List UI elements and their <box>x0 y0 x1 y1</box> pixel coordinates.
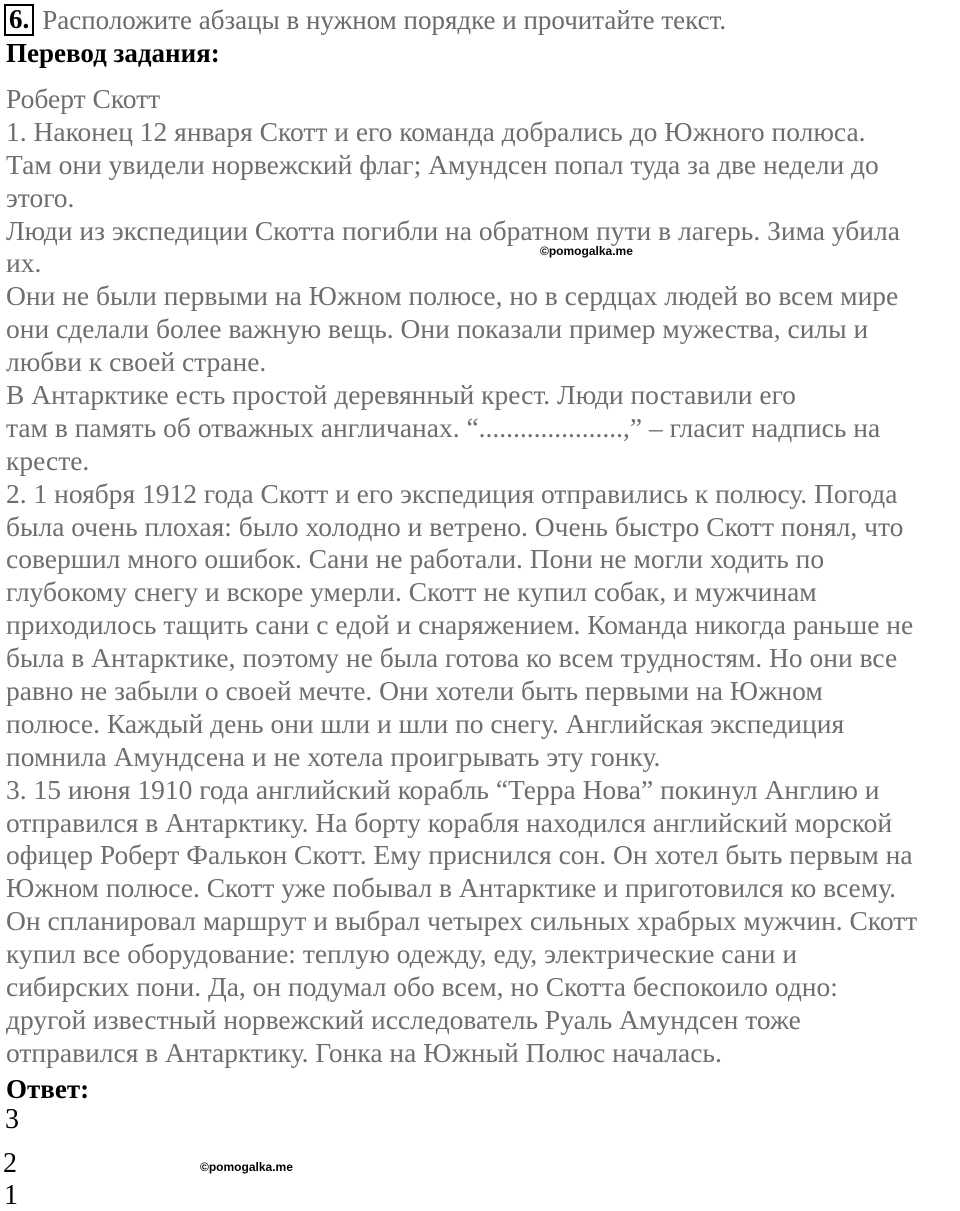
text-line: их. <box>6 247 42 279</box>
text-line: Он спланировал маршрут и выбрал четырех сильных храбрых мужчин. Скотт <box>6 905 918 937</box>
translated-text <box>6 83 958 1070</box>
text-line: была в Антарктике, поэтому не была готова ко всем трудностям. Но они все <box>6 642 898 674</box>
text-line: помнила Амундсена и не хотела проигрывать эту гонку. <box>6 740 661 772</box>
text-line: совершил много ошибок. Сани не работали. Пони не могли ходить по <box>6 543 825 575</box>
text-line: офицер Роберт Фалькон Скотт. Ему приснился сон. Он хотел быть первым на <box>6 839 913 871</box>
answer-heading: Ответ: <box>6 1074 90 1104</box>
text-line: 3. 15 июня 1910 года английский корабль “Терра Нова” покинул Англию и <box>6 773 880 805</box>
text-line: В Антарктике есть простой деревянный крест. Люди поставили его <box>6 379 796 411</box>
task-instruction: Расположите абзацы в нужном порядке и прочитайте текст. <box>42 4 727 35</box>
text-line: глубокому снегу и вскоре умерли. Скотт не купил собак, и мужчинам <box>6 576 817 608</box>
task-number: 6. <box>4 4 34 36</box>
text-line: Там они увидели норвежский флаг; Амундсен попал туда за две недели до <box>6 148 879 180</box>
text-line: сибирских пони. Да, он подумал обо всем, но Скотта беспокоило одно: <box>6 971 838 1003</box>
answer-item: 1 <box>4 1180 18 1211</box>
text-line: 1. Наконец 12 января Скотт и его команда добрались до Южного полюса. <box>6 115 866 147</box>
text-line: кресте. <box>6 444 90 476</box>
text-line: 2. 1 ноября 1912 года Скотт и его экспедиция отправились к полюсу. Погода <box>6 477 898 509</box>
text-line: там в память об отважных англичанах. “.....................,” – гласит надпись на <box>6 411 881 443</box>
text-line: Южном полюсе. Скотт уже побывал в Антарктике и приготовился ко всему. <box>6 872 896 904</box>
text-line: отправился в Антарктику. Гонка на Южный Полюс началась. <box>6 1036 722 1068</box>
text-line: отправился в Антарктику. На борту корабля находился английский морской <box>6 806 893 838</box>
task-header <box>4 4 726 36</box>
watermark: ©pomogalka.me <box>200 1160 293 1174</box>
answer-item: 3 <box>5 1104 19 1135</box>
text-line: этого. <box>6 181 75 213</box>
text-line: равно не забыли о своей мечте. Они хотели быть первыми на Южном <box>6 675 823 707</box>
answer-item: 2 <box>3 1148 17 1179</box>
translation-heading: Перевод задания: <box>6 38 220 68</box>
text-line: они сделали более важную вещь. Они показали пример мужества, силы и <box>6 313 869 345</box>
text-line: приходилось тащить сани с едой и снаряжением. Команда никогда раньше не <box>6 609 914 641</box>
text-line: Они не были первыми на Южном полюсе, но в сердцах людей во всем мире <box>6 280 899 312</box>
text-line: была очень плохая: было холодно и ветрено. Очень быстро Скотт понял, что <box>6 510 904 542</box>
watermark: ©pomogalka.me <box>540 244 633 258</box>
text-title: Роберт Скотт <box>6 83 161 114</box>
text-line: Люди из экспедиции Скотта погибли на обратном пути в лагерь. Зима убила <box>6 214 900 246</box>
text-line: любви к своей стране. <box>6 346 267 378</box>
text-line: другой известный норвежский исследователь Руаль Амундсен тоже <box>6 1003 801 1035</box>
text-line: полюсе. Каждый день они шли и шли по снегу. Английская экспедиция <box>6 707 845 739</box>
text-line: купил все оборудование: теплую одежду, еду, электрические сани и <box>6 938 798 970</box>
